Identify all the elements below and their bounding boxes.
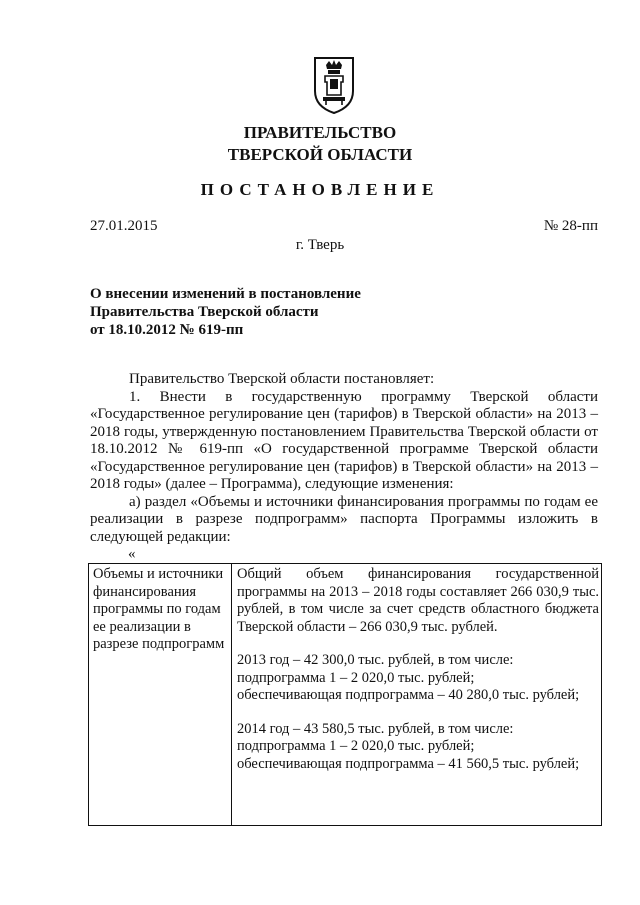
year-2013-subprogram-support: обеспечивающая подпрограмма – 40 280,0 тыс. рублей;: [237, 687, 580, 703]
year-2014-subprogram-1: подпрограмма 1 – 2 020,0 тыс. рублей;: [237, 738, 475, 754]
financing-table: [88, 563, 602, 826]
body-item-1: 1. Внести в государственную программу Тверской области «Государственное регулирование цен (тарифов) в Тверской области» на 2013 – 2018 годы, утвержденную постановлением Правительства Тверской области от 18.10.2012 № 619-пп «О государственной программе Тверской области «Государственное регулирование цен (тарифов) в Тверской области» на 2013 – 2018 годы» (далее – Программа), следующие изменения:: [90, 388, 598, 492]
document-body: [90, 371, 598, 564]
table-divider: [231, 564, 232, 825]
year-2013-total: 2013 год – 42 300,0 тыс. рублей, в том числе:: [237, 652, 514, 668]
year-2014-subprogram-support: обеспечивающая подпрограмма – 41 560,5 тыс. рублей;: [237, 755, 580, 772]
subject-line3: от 18.10.2012 № 619-пп: [90, 322, 244, 338]
body-intro: Правительство Тверской области постановляет:: [129, 371, 435, 387]
document-date: 27.01.2015: [90, 218, 158, 234]
document-subject: [90, 285, 361, 339]
government-title: [0, 122, 640, 166]
table-right-cell: [237, 566, 599, 773]
document-number: № 28-пп: [543, 218, 598, 234]
document-type: ПОСТАНОВЛЕНИЕ: [200, 180, 440, 199]
subject-line1: О внесении изменений в постановление: [90, 286, 361, 302]
subject-line2: Правительства Тверской области: [90, 304, 319, 320]
government-title-line2: ТВЕРСКОЙ ОБЛАСТИ: [227, 145, 413, 164]
year-2013-subprogram-1: подпрограмма 1 – 2 020,0 тыс. рублей;: [237, 669, 475, 686]
document-city: г. Тверь: [295, 237, 345, 253]
coat-of-arms-icon: [312, 55, 356, 115]
year-2014-total: 2014 год – 43 580,5 тыс. рублей, в том числе:: [237, 720, 514, 737]
financing-total: Общий объем финансирования государственной программы на 2013 – 2018 годы составляет 266 030,9 тыс. рублей, в том числе за счет средств областного бюджета Тверской области – 266 030,9 тыс. рублей.: [237, 566, 599, 635]
government-title-line1: ПРАВИТЕЛЬСТВО: [243, 123, 397, 142]
opening-quote: «: [128, 546, 136, 562]
table-left-cell: Объемы и источники финансирования программы по годам ее реализации в разрезе подпрограмм: [93, 566, 225, 652]
body-item-a: а) раздел «Объемы и источники финансирования программы по годам ее реализации в разрезе подпрограмм» паспорта Программы изложить в следующей редакции:: [90, 493, 598, 545]
